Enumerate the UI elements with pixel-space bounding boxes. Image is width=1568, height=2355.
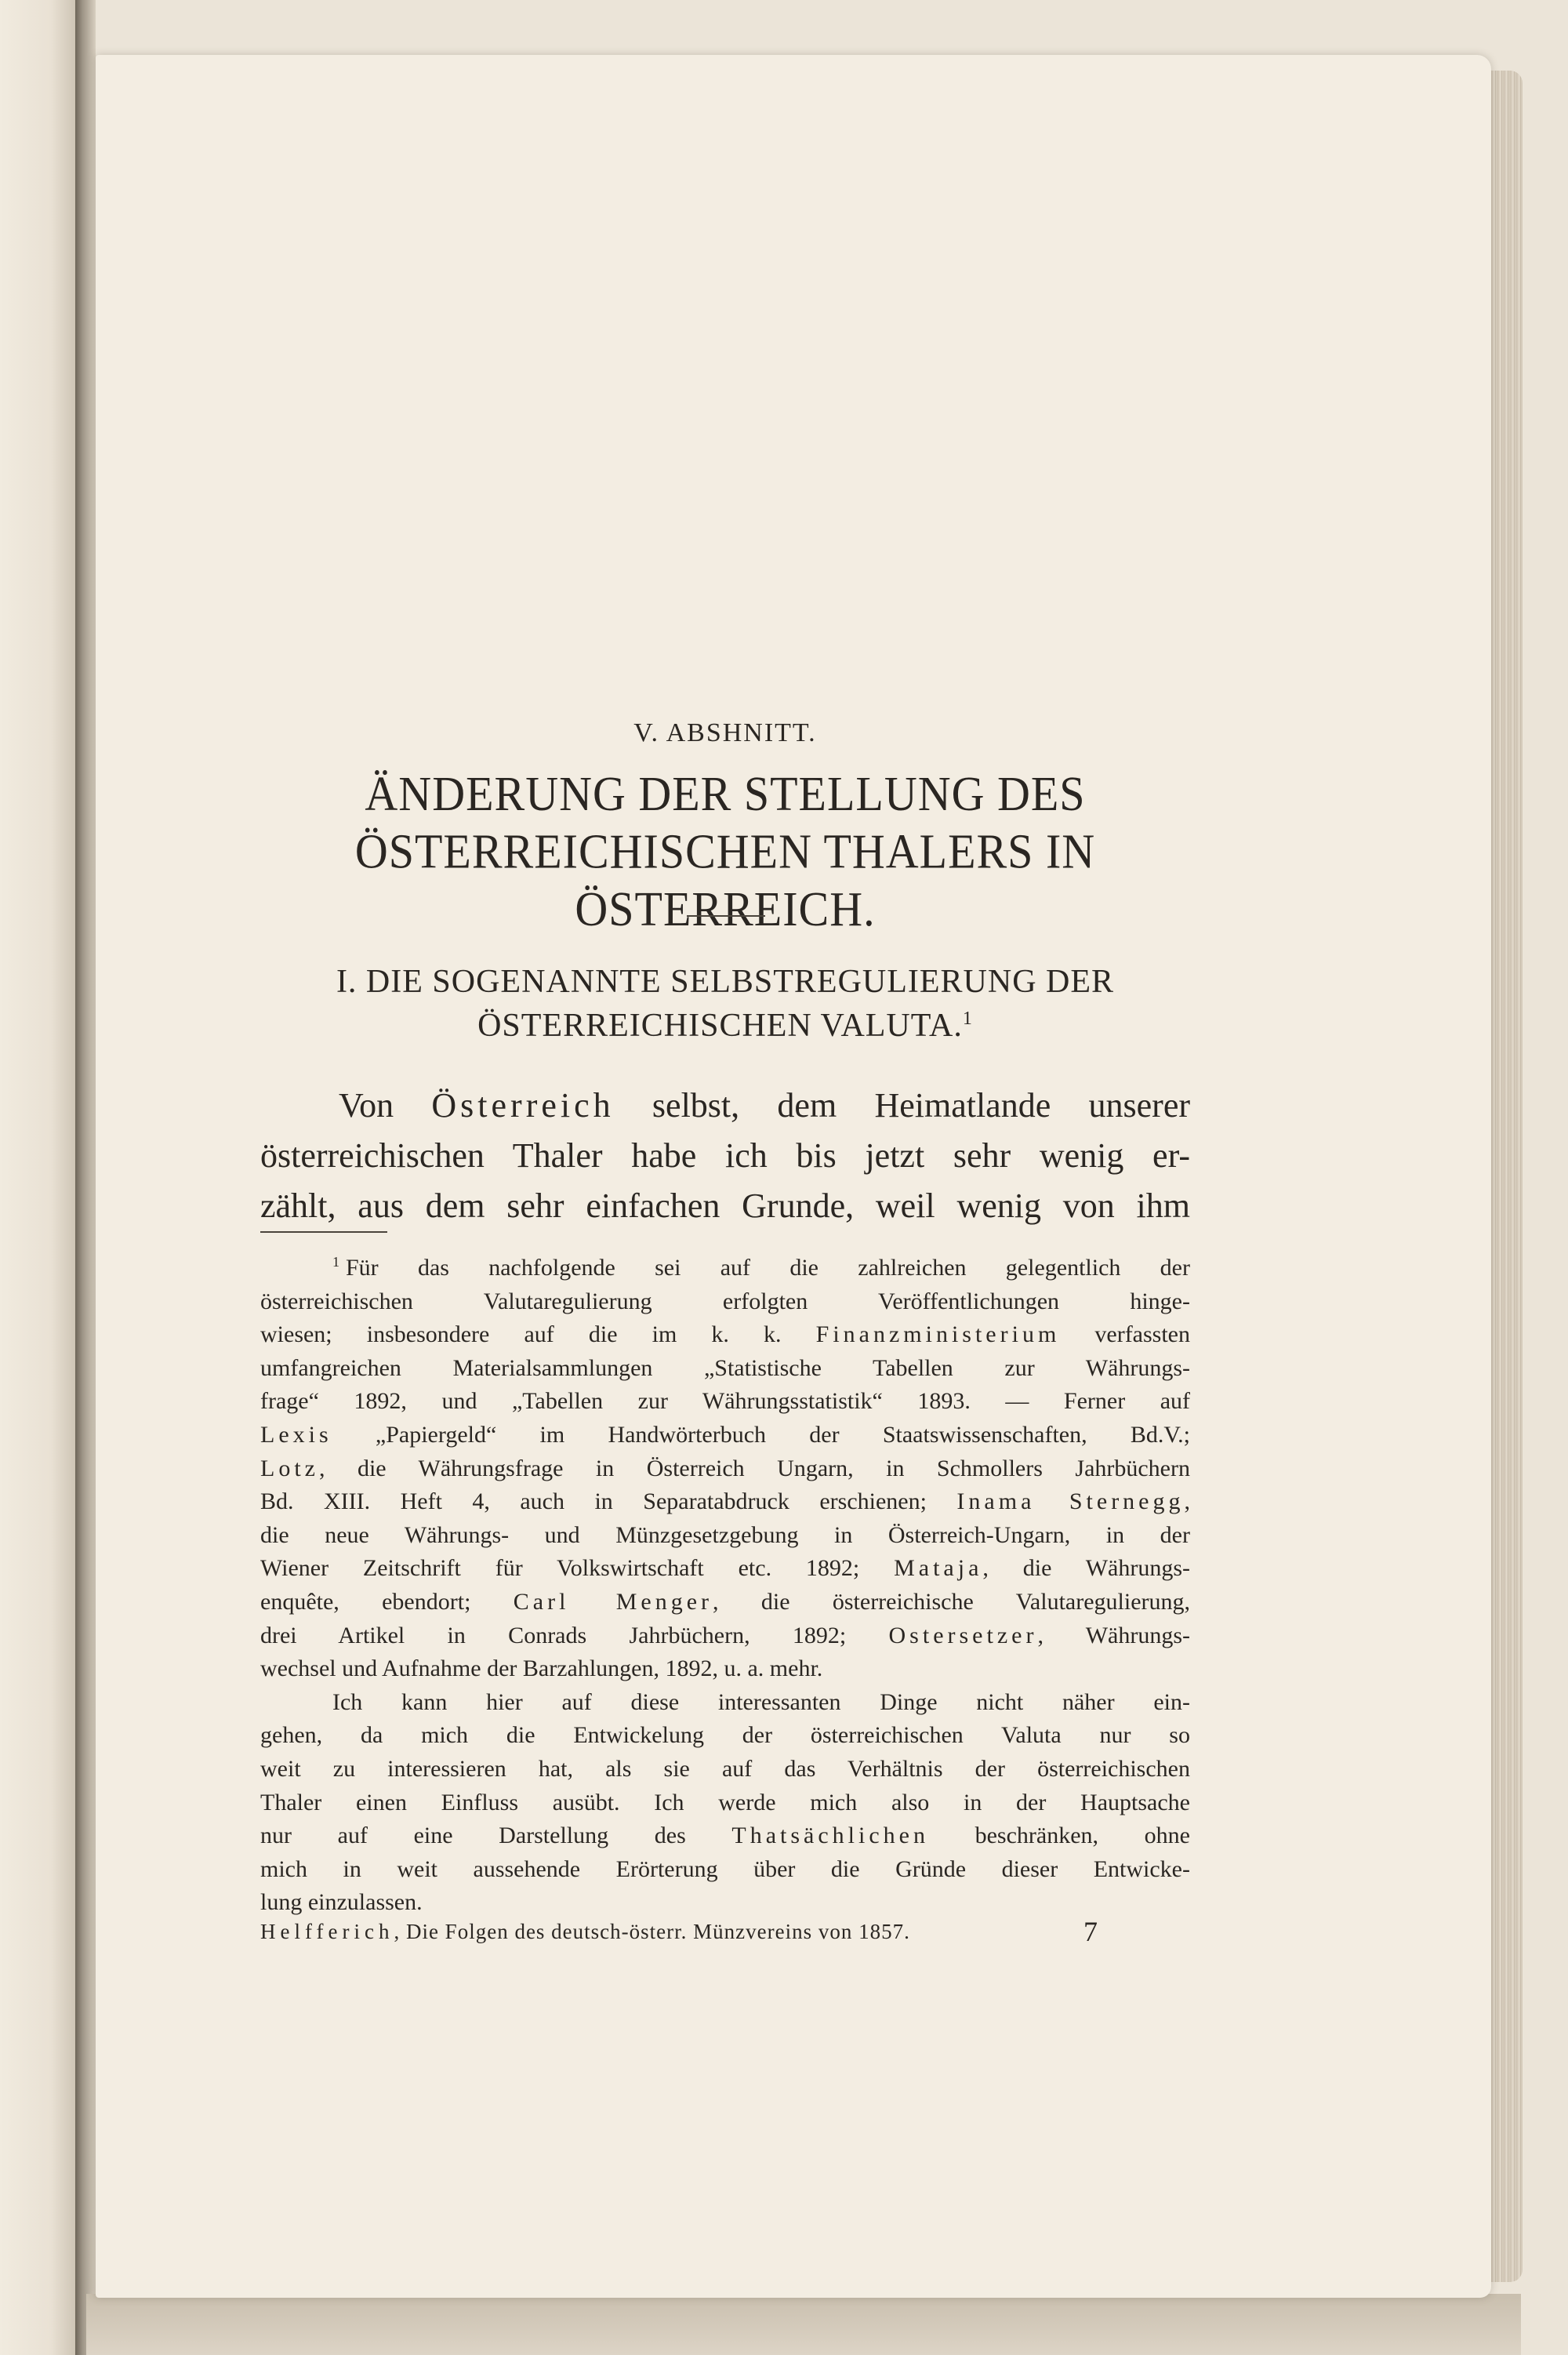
footnote-line-1-text: Für das nachfolgende sei auf die zahlreichen gelegentlich der xyxy=(346,1255,1190,1281)
footnote-line-8-start: Bd. XIII. Heft 4, auch in Separatabdruck erschienen; xyxy=(260,1488,957,1515)
page-bottom-shadow xyxy=(86,2294,1521,2355)
footnote-line-3 xyxy=(260,1318,1190,1352)
emphasis-inama-sternegg: Inama Sternegg xyxy=(956,1488,1185,1515)
footnote-line-13: wechsel und Aufnahme der Barzahlungen, 1892, u. a. mehr. xyxy=(260,1655,823,1682)
footnote-line-11-start: enquête, ebendort; xyxy=(260,1588,514,1615)
body-line-2: österreichischen Thaler habe ich bis jetzt sehr wenig er- xyxy=(260,1136,1190,1175)
emphasis-mataja: Mataja xyxy=(894,1555,983,1582)
footnote-para2-line-1: Ich kann hier auf diese interessanten Dinge nicht näher ein- xyxy=(332,1688,1190,1715)
footnote-line-10-start: Wiener Zeitschrift für Volkswirtschaft etc. 1892; xyxy=(260,1555,895,1582)
footnote-line-5: frage“ 1892, und „Tabellen zur Währungsstatistik“ 1893. — Ferner auf xyxy=(260,1388,1190,1415)
footnote-line-10 xyxy=(260,1552,1190,1586)
footnote-line-2: österreichischen Valutaregulierung erfolgten Veröffentlichungen hinge- xyxy=(260,1288,1190,1314)
footnote-mark: 1 xyxy=(332,1254,339,1270)
title-line-1: ÄNDERUNG DER STELLUNG DES xyxy=(365,766,1086,822)
emphasis-carl-menger: Carl Menger xyxy=(513,1588,713,1615)
emphasis-finanzministerium: Finanzministerium xyxy=(815,1321,1061,1348)
signature-line xyxy=(260,1920,1190,1944)
footnote xyxy=(260,1252,1190,1920)
page-number: 7 xyxy=(1083,1916,1098,1947)
footnote-line-9: die neue Währungs- und Münzgesetzgebung in Österreich-Ungarn, in der xyxy=(260,1521,1190,1548)
footnote-para2-line-2: gehen, da mich die Entwickelung der österreichischen Valuta nur so xyxy=(260,1722,1190,1749)
section-heading xyxy=(260,960,1190,1048)
footnote-line-1 xyxy=(260,1252,1190,1285)
footnote-line-4: umfangreichen Materialsammlungen „Statistische Tabellen zur Währungs- xyxy=(260,1354,1190,1381)
footnote-line-7-end: , die Währungsfrage in Österreich Ungarn, in Schmollers Jahrbüchern xyxy=(318,1455,1190,1481)
footnote-line-12-start: drei Artikel in Conrads Jahrbüchern, 1892; xyxy=(260,1622,889,1648)
footnote-line-6 xyxy=(260,1419,1190,1452)
emphasis-ostersetzer: Ostersetzer xyxy=(888,1622,1038,1648)
footnote-line-10-end: , die Währungs- xyxy=(982,1555,1190,1582)
footnote-para2-line-7: lung einzulassen. xyxy=(260,1889,423,1916)
signature-author: Helfferich xyxy=(260,1920,394,1943)
footnote-line-11-end: , die österreichische Valutaregulierung, xyxy=(713,1588,1190,1615)
footnote-para2-line-5 xyxy=(260,1819,1190,1853)
footnote-line-11 xyxy=(260,1586,1190,1619)
footnote-line-7 xyxy=(260,1452,1190,1486)
footnote-divider xyxy=(260,1231,387,1233)
footnote-para2-line-6: mich in weit aussehende Erörterung über die Gründe dieser Entwicke- xyxy=(260,1855,1190,1882)
footnote-para2-line-5-start: nur auf eine Darstellung des xyxy=(260,1823,732,1849)
page-title xyxy=(260,765,1190,938)
footnote-para2-line-5-end: beschränken, ohne xyxy=(928,1823,1190,1849)
footnote-para2-line-4: Thaler einen Einfluss ausübt. Ich werde mich also in der Hauptsache xyxy=(260,1789,1190,1815)
footnote-line-12 xyxy=(260,1619,1190,1653)
emphasis-lotz: Lotz xyxy=(260,1455,319,1481)
body-line-3: zählt, aus dem sehr einfachen Grunde, weil wenig von ihm xyxy=(260,1187,1190,1225)
body-line-1-end: selbst, dem Heimatlande unserer xyxy=(614,1086,1190,1125)
footnote-line-6-end: „Papiergeld“ im Handwörterbuch der Staatswissenschaften, Bd.V.; xyxy=(332,1421,1190,1448)
section-footnote-mark: 1 xyxy=(962,1009,973,1029)
emphasis-thatsachlichen: Thatsächlichen xyxy=(731,1823,929,1849)
footnote-line-8 xyxy=(260,1485,1190,1519)
section-line-2 xyxy=(260,1004,1190,1048)
page-fore-edge xyxy=(1490,71,1523,2282)
footnote-line-3-start: wiesen; insbesondere auf die im k. k. xyxy=(260,1321,816,1348)
footnote-para2-line-3: weit zu interessieren hat, als sie auf das Verhältnis der österreichischen xyxy=(260,1755,1190,1782)
footnote-line-8-end: , xyxy=(1184,1488,1190,1515)
footnote-line-12-end: , Währungs- xyxy=(1037,1622,1190,1648)
book-page xyxy=(96,55,1491,2298)
signature-title: , Die Folgen des deutsch-österr. Münzvereins von 1857. xyxy=(394,1920,910,1943)
footnote-line-3-end: verfassten xyxy=(1060,1321,1190,1348)
facing-page-edge xyxy=(0,0,85,2355)
body-line-1-start: Von xyxy=(339,1086,432,1125)
emphasis-lexis: Lexis xyxy=(260,1421,332,1448)
section-line-1: I. DIE SOGENANNTE SELBSTREGULIERUNG DER xyxy=(336,964,1115,1000)
body-line-1 xyxy=(260,1081,1190,1131)
chapter-heading: V. ABSHNITT. xyxy=(633,718,817,747)
title-line-2: ÖSTERREICHISCHEN THALERS IN ÖSTERREICH. xyxy=(354,823,1096,937)
body-paragraph xyxy=(260,1081,1190,1231)
section-line-2-text: ÖSTERREICHISCHEN VALUTA. xyxy=(477,1008,963,1044)
title-divider xyxy=(687,915,765,917)
emphasis-osterreich: Österreich xyxy=(431,1086,615,1125)
book-gutter xyxy=(75,0,96,2355)
